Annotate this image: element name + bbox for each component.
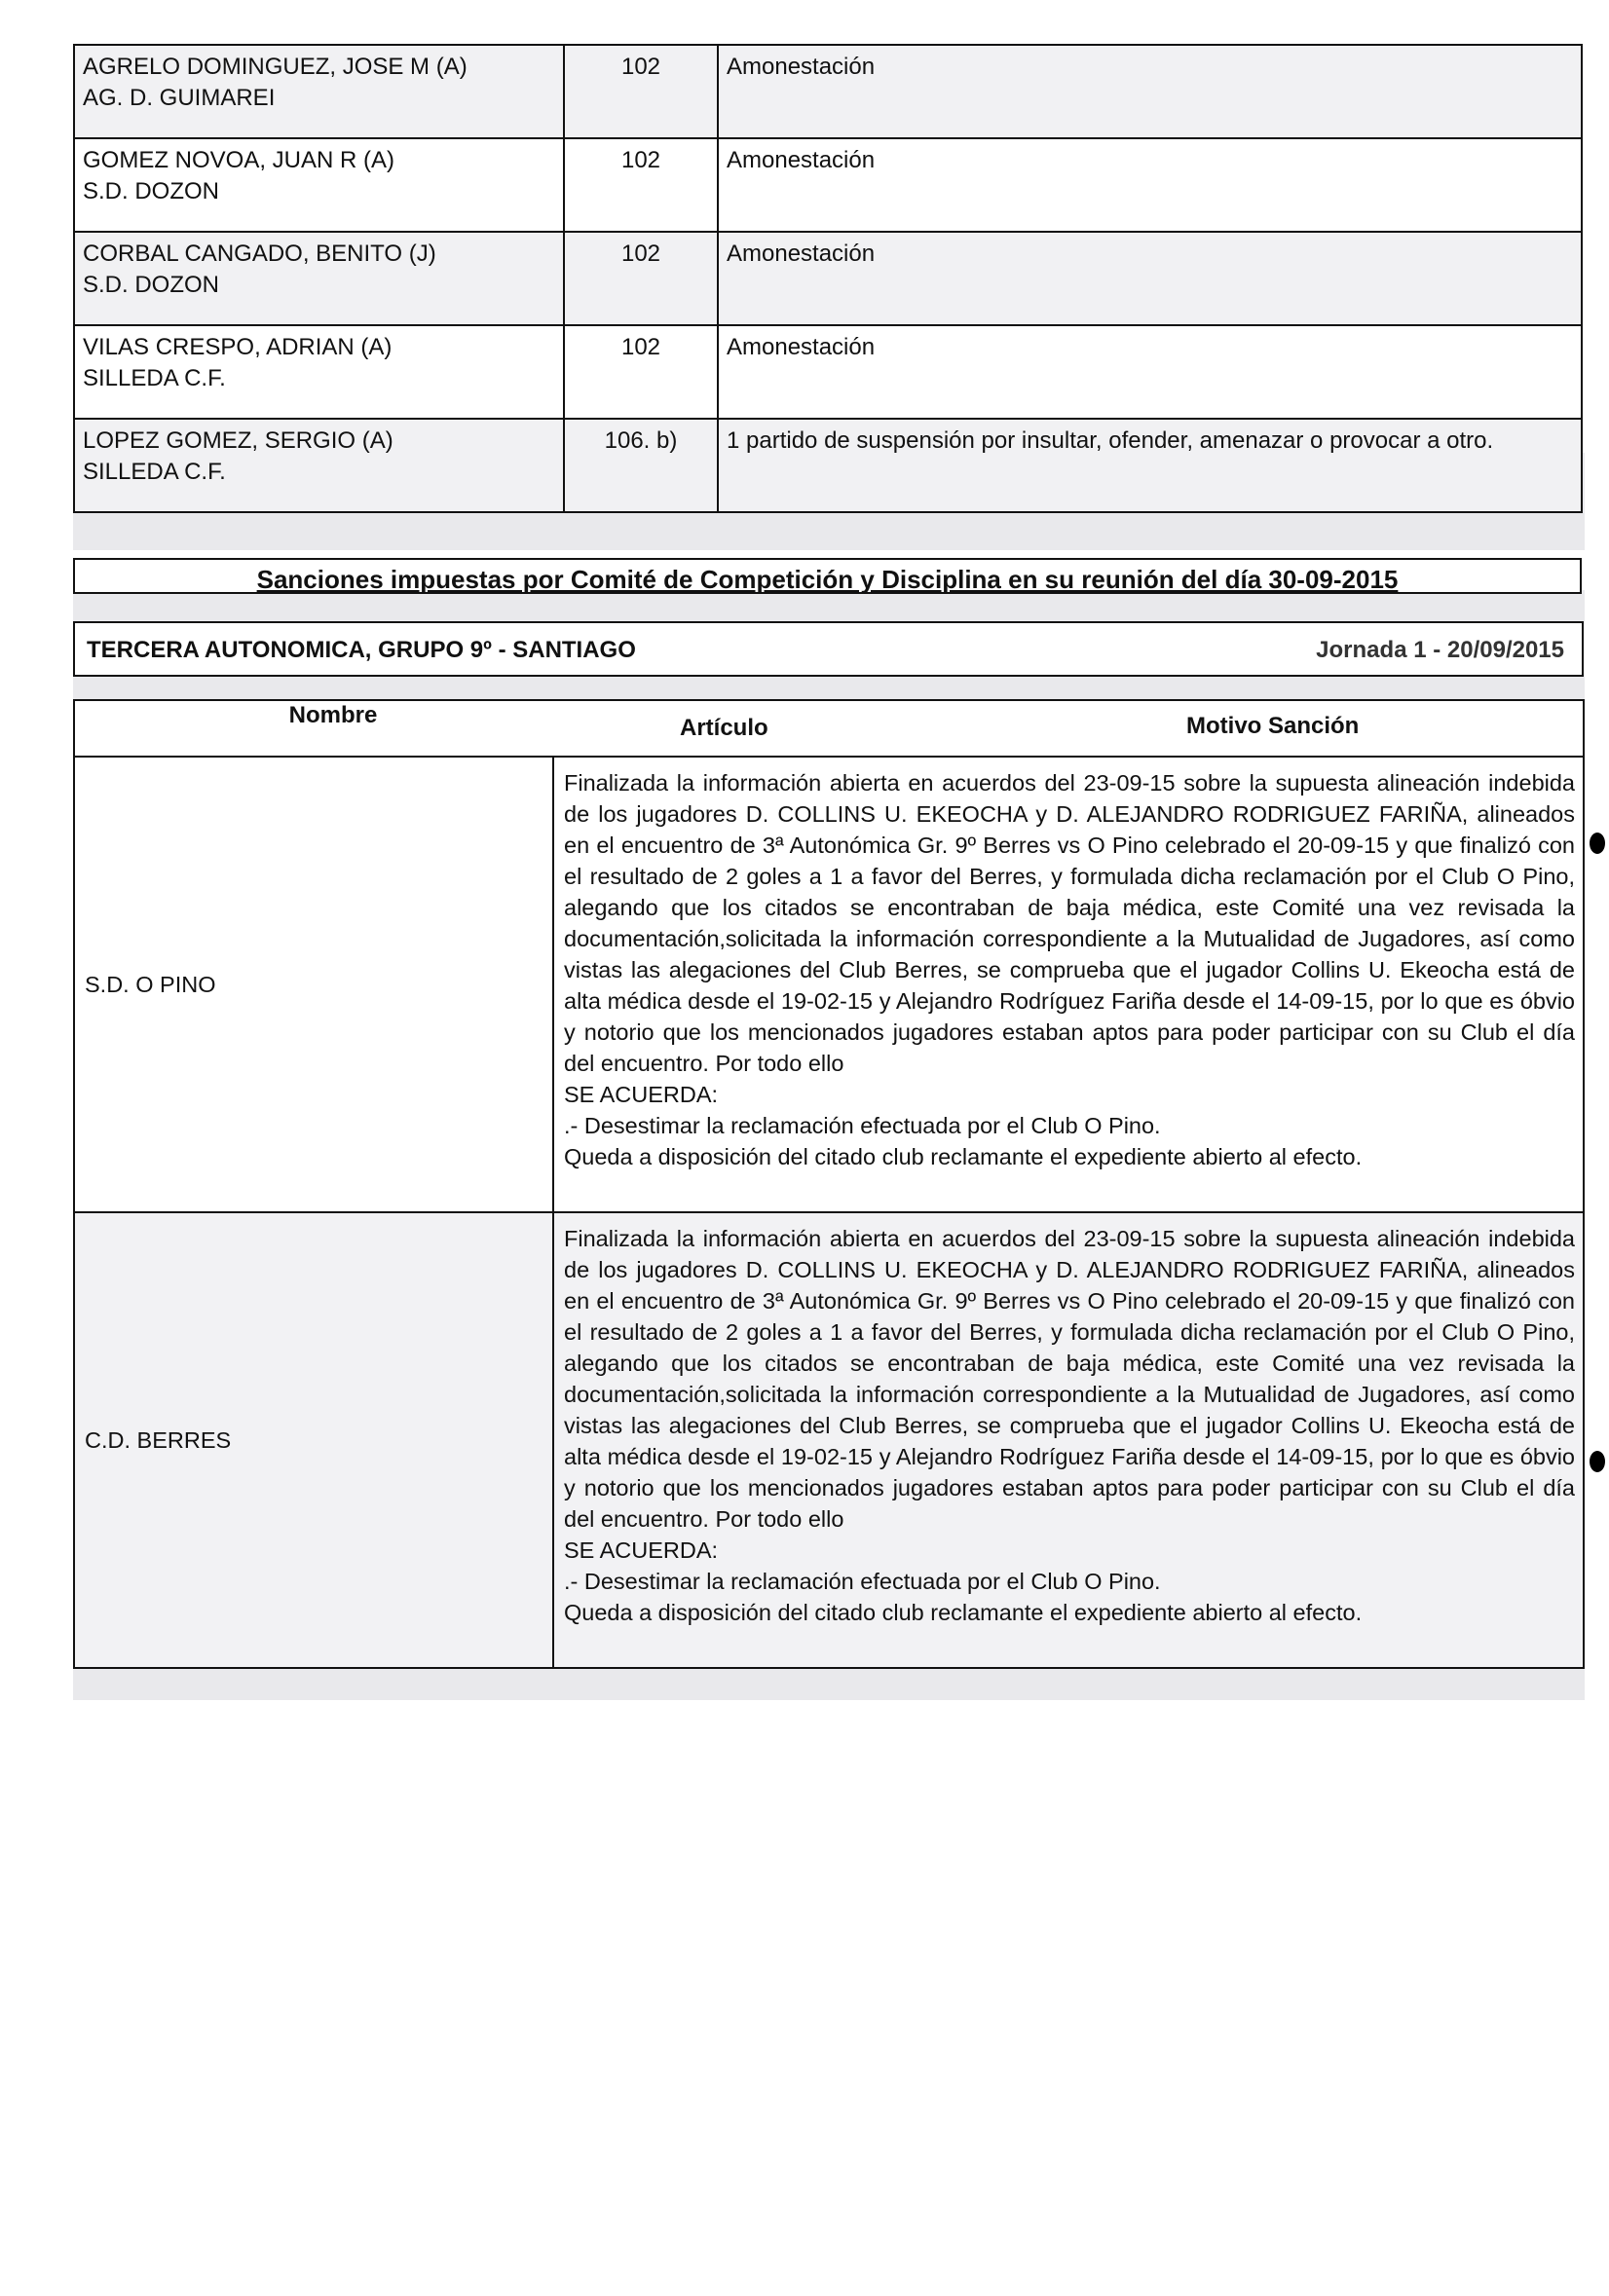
player-club: SILLEDA C.F. — [83, 459, 226, 485]
resolution-text — [553, 1212, 1584, 1668]
closing: Queda a disposición del citado club reclamante el expediente abierto al efecto. — [564, 1600, 1363, 1625]
player-name: AGRELO DOMINGUEZ, JOSE M (A) — [83, 54, 468, 80]
section-title — [73, 558, 1582, 594]
table-row — [74, 45, 1582, 138]
table-row — [74, 138, 1582, 232]
table-row — [74, 419, 1582, 512]
article: 102 — [564, 232, 718, 325]
player-club: S.D. DOZON — [83, 178, 220, 204]
reason: Amonestación — [718, 325, 1582, 419]
redaction-dot — [1590, 1451, 1605, 1472]
article: 102 — [564, 45, 718, 138]
player-cell — [74, 232, 564, 325]
article: 106. b) — [564, 419, 718, 512]
article: 102 — [564, 138, 718, 232]
resolution-paragraph: Finalizada la información abierta en acuerdos del 23-09-15 sobre la supuesta alineación indebida de los jugadores D. COLLINS U. EKEOCHA y D. ALEJANDRO RODRIGUEZ FARIÑA, alineados en el encuentro de 3ª Autonómica Gr. 9º Berres vs O Pino celebrado el 20-09-15 y que finalizó con el resultado de 2 goles a 1 a favor del Berres, y formulada dicha reclamación por el Club O Pino, alegando que los citados se encontraban de baja médica, este Comité una vez revisada la documentación,solicitada la información correspondiente a la Mutualidad de Jugadores, así como vistas las alegaciones del Club Berres, se comprueba que el jugador Collins U. Ekeocha está de alta médica desde el 19-02-15 y Alejandro Rodríguez Fariña desde el 14-09-15, por lo que es óbvio y notorio que los mencionados jugadores estaban aptos para poder participar con su Club el día del encuentro. Por todo ello — [564, 770, 1575, 1076]
resolution-paragraph: Finalizada la información abierta en acuerdos del 23-09-15 sobre la supuesta alineación indebida de los jugadores D. COLLINS U. EKEOCHA y D. ALEJANDRO RODRIGUEZ FARIÑA, alineados en el encuentro de 3ª Autonómica Gr. 9º Berres vs O Pino celebrado el 20-09-15 y que finalizó con el resultado de 2 goles a 1 a favor del Berres, y formulada dicha reclamación por el Club O Pino, alegando que los citados se encontraban de baja médica, este Comité una vez revisada la documentación,solicitada la información correspondiente a la Mutualidad de Jugadores, así como vistas las alegaciones del Club Berres, se comprueba que el jugador Collins U. Ekeocha está de alta médica desde el 19-02-15 y Alejandro Rodríguez Fariña desde el 14-09-15, por lo que es óbvio y notorio que los mencionados jugadores estaban aptos para poder participar con su Club el día del encuentro. Por todo ello — [564, 1226, 1575, 1532]
header-row — [74, 700, 1584, 757]
jornada: Jornada 1 - 20/09/2015 — [1316, 637, 1564, 663]
agreement: .- Desestimar la reclamación efectuada por el Club O Pino. — [564, 1569, 1161, 1594]
player-name: VILAS CRESPO, ADRIAN (A) — [83, 334, 393, 360]
closing: Queda a disposición del citado club reclamante el expediente abierto al efecto. — [564, 1144, 1363, 1169]
header-motivo: Motivo Sanción — [1186, 713, 1360, 739]
reason: 1 partido de suspensión por insultar, ofender, amenazar o provocar a otro. — [718, 419, 1582, 512]
sanctions-table — [73, 44, 1583, 513]
reason: Amonestación — [718, 45, 1582, 138]
table-row — [74, 232, 1582, 325]
header-nombre: Nombre — [74, 700, 553, 757]
header-group — [553, 700, 1584, 757]
article: 102 — [564, 325, 718, 419]
agreement-label: SE ACUERDA: — [564, 1537, 719, 1563]
shaded-band — [73, 1667, 1585, 1700]
club-name: C.D. BERRES — [74, 1212, 553, 1668]
agreement: .- Desestimar la reclamación efectuada por el Club O Pino. — [564, 1113, 1161, 1138]
player-cell — [74, 138, 564, 232]
player-name: CORBAL CANGADO, BENITO (J) — [83, 241, 436, 267]
group-name: TERCERA AUTONOMICA, GRUPO 9º - SANTIAGO — [87, 637, 636, 663]
shaded-band — [73, 675, 1585, 701]
player-name: GOMEZ NOVOA, JUAN R (A) — [83, 147, 395, 173]
table-row — [74, 757, 1584, 1212]
redaction-dot — [1590, 833, 1605, 854]
header-articulo: Artículo — [680, 715, 768, 741]
reason: Amonestación — [718, 138, 1582, 232]
section-title-text: Sanciones impuestas por Comité de Competición y Disciplina en su reunión del día 30-09-2015 — [256, 565, 1399, 594]
player-club: AG. D. GUIMAREI — [83, 85, 276, 111]
player-cell — [74, 419, 564, 512]
resolutions-table — [73, 699, 1585, 1669]
player-club: S.D. DOZON — [83, 272, 220, 298]
player-cell — [74, 45, 564, 138]
player-club: SILLEDA C.F. — [83, 365, 226, 391]
reason: Amonestación — [718, 232, 1582, 325]
group-header — [73, 621, 1584, 677]
table-row — [74, 1212, 1584, 1668]
player-name: LOPEZ GOMEZ, SERGIO (A) — [83, 427, 393, 454]
resolution-text — [553, 757, 1584, 1212]
agreement-label: SE ACUERDA: — [564, 1082, 719, 1107]
player-cell — [74, 325, 564, 419]
club-name: S.D. O PINO — [74, 757, 553, 1212]
table-row — [74, 325, 1582, 419]
